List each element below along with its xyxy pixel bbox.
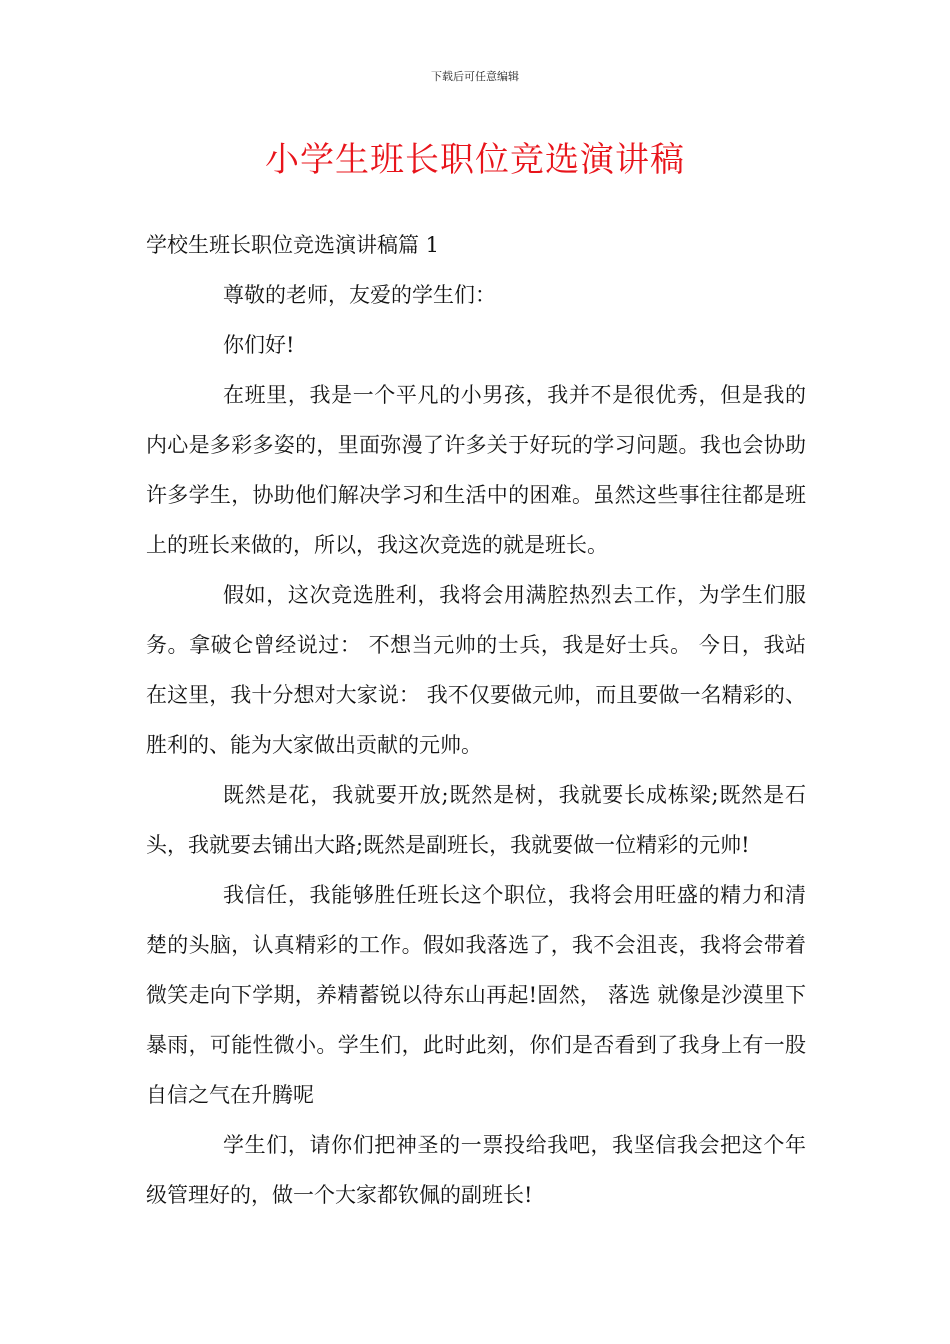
document-body: [146, 220, 806, 1220]
paragraph-hello: 你们好!: [223, 333, 295, 357]
paragraph-greeting: 尊敬的老师，友爱的学生们：: [223, 283, 496, 307]
paragraph-metaphor: 既然是花，我就要开放;既然是树，我就要长成栋梁;既然是石头，我就要去铺出大路;既然是副班长，我就要做一位精彩的元帅!: [146, 783, 806, 857]
document-title: 小学生班长职位竞选演讲稿: [265, 140, 685, 180]
paragraph-confidence: 我信任，我能够胜任班长这个职位，我将会用旺盛的精力和清楚的头脑，认真精彩的工作。假如我落选了，我不会沮丧，我将会带着微笑走向下学期，养精蓄锐以待东山再起!固然， 落选 就像是沙漠里下暴雨，可能性微小。学生们，此时此刻，你们是否看到了我身上有一股自信之气在升腾呢: [146, 883, 806, 1107]
header-note: 下载后可任意编辑: [431, 70, 519, 83]
paragraph-closing: 学生们，请你们把神圣的一票投给我吧，我坚信我会把这个年级管理好的，做一个大家都钦佩的副班长!: [146, 1133, 806, 1207]
paragraph-promise: 假如，这次竞选胜利，我将会用满腔热烈去工作，为学生们服务。拿破仑曾经说过： 不想当元帅的士兵，我是好士兵。 今日，我站在这里，我十分想对大家说： 我不仅要做元帅，而且要做一名精彩的、胜利的、能为大家做出贡献的元帅。: [146, 583, 806, 757]
section-heading: 学校生班长职位竞选演讲稿篇 1: [146, 233, 440, 257]
paragraph-intro: 在班里，我是一个平凡的小男孩，我并不是很优秀，但是我的内心是多彩多姿的，里面弥漫了许多关于好玩的学习问题。我也会协助许多学生，协助他们解决学习和生活中的困难。虽然这些事往往都是班上的班长来做的，所以，我这次竞选的就是班长。: [146, 383, 806, 557]
